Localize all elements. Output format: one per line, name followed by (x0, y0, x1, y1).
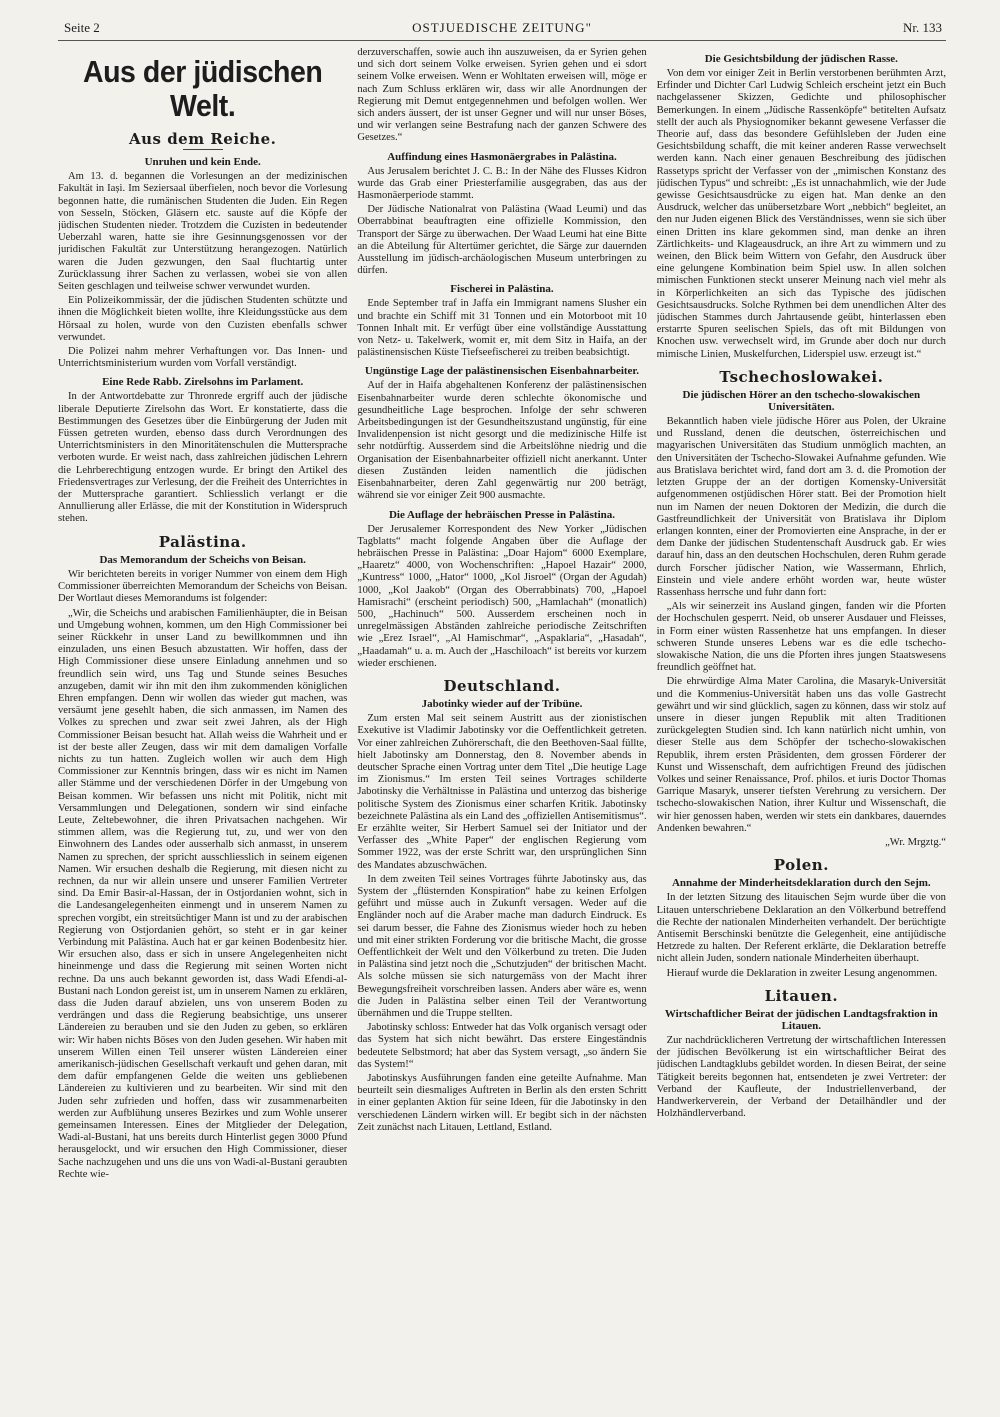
paragraph: „Als wir seinerzeit ins Ausland gingen, fanden wir die Pforten der Hochschulen gesperrt. Neid, ob unserer Ausdauer und Fleisses, in Form einer wüsten Rassenhetze hat uns empfangen. In dieser schweren Stunde unseres Lebens war es die edle tschecho-slowakische Nation, die uns die Pforten ihres jungen Staatswesens freundlich geöffnet hat. (656, 601, 946, 674)
paragraph: Aus Jerusalem berichtet J. C. B.: In der Nähe des Flusses Kidron wurde das Grab einer Priesterfamilie ausgegraben, das aus der Hasmonäerperiode stammt. (357, 165, 647, 202)
paragraph: Ende September traf in Jaffa ein Immigrant namens Slusher ein und brachte ein Schiff mit 31 Tonnen und ein Motorboot mit 10 Tonnen Inhalt mit. Er verfügt über eine vollständige Ausstattung von Netz- u. Takelwerk, womit er, mit dem Sitz in Haifa, an der palästinensischen Küste Tiefseefischerei zu treiben beabsichtigt. (357, 298, 647, 359)
article-heading: Eine Rede Rabb. Zirelsohns im Parlament. (102, 376, 304, 389)
source-signature: „Wr. Mrgztg.“ (885, 836, 946, 848)
article-heading: Das Memorandum der Scheichs von Beisan. (99, 553, 306, 566)
paragraph: Ein Polizeikommissär, der die jüdischen Studenten schützte und ihnen die Möglichkeit bieten wollte, ihre Kleidungsstücke aus dem Hörsaal zu holen, wurde von den Cuzisten ebenfalls schwer verwundet. (58, 295, 348, 343)
article-heading: Die Gesichtsbildung der jüdischen Rasse. (704, 53, 898, 65)
issue-number: Nr. 133 (903, 20, 942, 35)
paragraph: Die Polizei nahm mehrer Verhaftungen vor. Das Innen- und Unterrichtsministerium wurden vom Vorfall verständigt. (58, 346, 348, 370)
article-heading: Die jüdischen Hörer an den tschecho-slowakischen Universitäten. (682, 389, 921, 414)
page-number: Seite 2 (64, 20, 100, 35)
section-heading: Deutschland. (443, 676, 561, 695)
article-heading: Die Auflage der hebräischen Presse in Palästina. (388, 508, 615, 521)
paragraph: In der letzten Sitzung des litauischen Sejm wurde über die von Litauen unterschriebene Deklaration an den Völkerbund betreffend die Rechte der nationalen Minderheiten verhandelt. Der berüchtigte Antisemit Berschinski benützte die Gelegenheit, eine antijüdische Hetzrede zu halten. Der Referent erklärte, die Deklaration betreffe nicht allein Juden, sondern nationale Minderheiten überhaupt. (656, 892, 946, 965)
article-heading: Wirtschaftlicher Beirat der jüdischen Landtagsfraktion in Litauen. (664, 1008, 938, 1033)
paragraph: In der Antwortdebatte zur Thronrede ergriff auch der jüdische liberale Deputierte Zirelsohn das Wort. Er konstatierte, dass die Bestimmungen des Gesetzes über die Einbürgerung der Juden mit Füssen getreten wurden, ebenso dass durch Verordnungen des Unterrichtsministers in den Minoritätenschulen die Muttersprache verboten wurde. Er weist nach, dass zahlreichen jüdischen Lehrern die Lehrberechtigung entzogen wurde. Er bringt den Artikel des Friedensvertrages zur Verlesung, der die Freiheit des Unterrichtes in der Muttersprache garantiert. Schliesslich verlangt er die Annullierung aller Erlässe, die mit der Konstitution in Widerspruch stehen. (58, 391, 348, 525)
paragraph: derzuverschaffen, sowie auch ihn auszuweisen, da er Syrien gehen und sich dort seinem Volke erweisen. Syrien gehen und ei sdort seinem Volke erweisen. Wenn er Wohltaten erweisen will, möge er nach Zum Schluss erklären wir, dass wir alle Anordnungen der Regierung mit Demut entgegennehmen und befolgen wollen. Wer sich anders äussert, der ist unser Gegner und will nur unser Böses, und wir verlangen seine Bestrafung nach der ganzen Schwere des Gesetzes.“ (357, 47, 647, 144)
paragraph: Von dem vor einiger Zeit in Berlin verstorbenen berühmten Arzt, Erfinder und Dichter Carl Ludwig Schleich erscheint jetzt ein Buch nachgelassener Skizzen, Gedichte und philosophischer Bemerkungen. In einem „Jüdische Rassenköpfe“ betitelten Aufsatz stellt der auch als Physiognomiker bekannt gewesene Verfasser die Theorie auf, dass das besondere Gefühlsleben der Juden eine Gesichtsbildung schafft, die mit keiner anderen Rasse verwechselt werden kann. Nach einer genauen Beschreibung des jüdischen Rassetyps spricht der Verfasser von der „mimischen Konstanz des jüdischen Typus“ und schreibt: „Es ist unnachahmlich, wie der Jude gewisse Gesichtsausdrücke zu eigen hat. Man denke an den Ausdruck, welcher das unübersetzbare Wort „nebbich“ begleitet, an den nur Juden eigenen Blick des Verständnisses, wenn sie sich über einen Dritten ins klare gekommen sind, man denke an ihren Zärtlichkeits- und Klageausdruck, an ihre Art zu wimmern und zu weinen, den Blick beim Wittern von Gefahr, den Ausdruck über eine gelungene Kombination beim Spiel usw. In allen solchen mimischen Funktionen steckt unserer Meinung nach viel mehr als in Körperlichkeiten an sich das Typische des jüdischen Gesichtsausdrucks. Solche Rythmen bei dem unendlichen Alter des jüdischen Stammes durch Jahrtausende geübt, hinterlassen eben erstarrte Spuren seelischen Spiels, das oft mit Bildungen von Knochen usw. verwechselt wird, im Grunde aber doch nur durch mimische Linien, Muskelfurchen, Liderspiel usw. erzeugt ist.“ (656, 68, 946, 360)
section-heading: Tschechoslowakei. (719, 367, 884, 386)
paragraph: Zur nachdrücklicheren Vertretung der wirtschaftlichen Interessen der jüdischen Bevölkerung ist ein wirtschaftlicher Beirat des jüdischen Landtagklubs gebildet worden. In diesen Beirat, der seine Tätigkeit bereits begonnen hat, entsendeten je zwei Vertreter: der Verband der Kaufleute, der Industriellenverband, der Handwerkerverein, der Verband der Detailhändler und der Holzhändlerverband. (656, 1035, 946, 1120)
article-heading: Fischerei in Palästina. (450, 283, 554, 296)
article-heading: Jabotinky wieder auf der Tribüne. (421, 698, 583, 711)
column-2 (357, 47, 646, 1417)
paragraph: Bekanntlich haben viele jüdische Hörer aus Polen, der Ukraine und Russland, denen die deutschen, österreichischen und magyarischen Universitäten das Studium unmöglich machten, an den Universitäten der Tschecho-Slowakei Aufnahme gefunden. Wie aus Bratislava berichtet wird, fand dort am 3. d. die Promotion der letzten Gruppe der an der dortigen Komensky-Universität aufgenommenen ostjüdischen Hörer statt. Bei der Promotion hielt nun im Namen der neuen Doktoren der Medizin, die durch die Gastfreundlichkeit der Universität von Bratislava ihr Diplom erlangen konnten, einer der Promovierten eine Ansprache, in der er dem Danke der jüdischen Studentenschaft Ausdruck gab. Er wies darauf hin, dass an den deutschen Hochschulen, deren Ruhm gerade durch Forscher jüdischer Nation, wie Wassermann, Ehrlich, Einstein und viele andere erhöht worden war, heute wüster Rassenhass herrsche und fuhr dann fort: (656, 416, 946, 598)
column-1 (58, 47, 347, 1417)
divider (183, 149, 223, 150)
page-title: Aus der jüdischen Welt. (82, 54, 323, 123)
section-heading: Palästina. (158, 532, 247, 551)
article-heading: Annahme der Minderheitsdeklaration durch den Sejm. (671, 877, 931, 890)
newspaper-name: OSTJUEDISCHE ZEITUNG" (412, 20, 592, 35)
page-header (58, 18, 946, 41)
paragraph: Zum ersten Mal seit seinem Austritt aus der zionistischen Exekutive ist Vladimir Jabotinsky vor die Oeffentlichkeit getreten. Vor einer zahlreichen Zuhörerschaft, die den Beethoven-Saal füllte, hielt Jabotinsky am Donnerstag, den 8. November abends in deutscher Sprache einen Vortrag unter dem Titel „Die heutige Lage im Zionismus.“ Im ersten Teil seines Vortrages schilderte Jabotinsky die Verhältnisse in Palästina und unterzog das bisherige politische System des Zionismus einer scharfen Kritik. Jabotinsky bezeichnete Palästina als ein Land des „offiziellen Antisemitismus“. Er erzählte weiter, Sir Herbert Samuel sei der Initiator und der Verfasser des „White Paper“ der englischen Regierung vom Sommer 1922, was der erste Schritt war, den ursprünglichen Sinn des Mandates abzuschwächen. (357, 713, 647, 871)
article-heading: Unruhen und kein Ende. (144, 156, 261, 169)
paragraph: Der Jerusalemer Korrespondent des New Yorker „Jüdischen Tagblatts“ macht folgende Angaben über die Auflage der hebräischen Presse in Palästina: „Doar Hajom“ 6000 Exemplare, „Haaretz“ 4000, von Wochenschriften: „Hapoel Hazair“ 2000, „Kuntress“ 1000, „Hator“ 1000, „Kol Jisroel“ (Organ der Agudah) 1000, „Kol Jaakob“ (Organ des Oberrabbinats) 700, „Hapoel Hamisrachi“ (erscheint periodisch) 500, „Hamlachah“ (monatlich) 500, „Hachinuch“ 500. Ausserdem erscheinen noch in unregelmässigen Abständen zahlreiche periodische Zeitschriften wie „Erez Israel“, „Al Hamischmar“, „Aspaklaria“, „Hasadah“, „Haadamah“ u. a. m. Auch der „Haschiloach“ ist bereits vor kurzem wieder erschienen. (357, 523, 647, 669)
paragraph: Jabotinsky schloss: Entweder hat das Volk organisch versagt oder das System hat sich nicht bewährt. Das erstere Eingeständnis bedeutete Selbstmord; hat aber das System versagt, „so ändern Sie das System!“ (357, 1022, 647, 1070)
paragraph: Die ehrwürdige Alma Mater Carolina, die Masaryk-Universität und die Kommenius-Universität haben uns das volle Gastrecht gewährt und wir sind glücklich, sagen zu können, dass wir stolz auf unsere in dieser jungen Republik mit alten Traditionen zurückgelegten Studien sind. Ich kann natürlich nicht umhin, von dieser Stelle aus dem Schöpfer der tschecho-slowakischen Republik, ihrem ersten Präsidenten, dem grossen Förderer der Kunst und Wissenschaft, dem aufrichtigen Freund des jüdischen Volkes und seiner Renaissance, Prof. philos. et iuris Doctor Thomas Garrique Masaryk, unserer tiefsten Verehrung zu versichern. Der tschecho-slowakischen Nation, ihrer Kultur und Wissenschaft, die wir hier genossen haben, werden wir stets ein dankbares, dauerndes Andenken bewahren.“ (656, 676, 946, 834)
paragraph: Auf der in Haifa abgehaltenen Konferenz der palästinensischen Eisenbahnarbeiter wurde deren schlechte ökonomische und gesundheitliche Lage besprochen. Infolge der sehr schweren Arbeitsbedingungen ist der Gesundheitszustand ungünstig, für eine Invalidenpension ist nicht gesorgt und die medizinische Hilfe ist sehr notdürftig. Ausserdem sind die Arbeitslöhne niedrig und die Organisation der Eisenbahnarbeiter offiziell nicht anerkannt. Unter diesen Zuständen leiden namentlich die jüdischen Eisenbahnarbeiter, deren Zahl gegenwärtig nur 200 beträgt, während sie vor einiger Zeit 900 ausmachte. (357, 380, 647, 502)
section-heading: Litauen. (764, 986, 839, 1005)
article-heading: Auffindung eines Hasmonäergrabes in Palästina. (387, 150, 617, 163)
paragraph: Der Jüdische Nationalrat von Palästina (Waad Leumi) und das Oberrabbinat beauftragten eine offizielle Kommission, den Transport der Särge zu überwachen. Der Waad Leumi hat eine Bitte an die Abteilung für Altertümer gerichtet, die Särge zur dauernden Ausstellung im jüdisch-archäologischen Museum unterbringen zu dürfen. (357, 204, 647, 277)
paragraph: Hierauf wurde die Deklaration in zweiter Lesung angenommen. (666, 967, 938, 979)
paragraph: „Wir, die Scheichs und arabischen Familienhäupter, die in Beisan und Umgebung wohnen, kommen, um den High Commissioner bei seiner Rückkehr in unser Land zu bewillkommnen und ihn einzuladen, uns einen Besuch abzustatten. Wir hoffen, dass der High Commissioner diese unsere Einladung annehmen und so freundlich sein wird, uns Tag und Stunde seines Besuches anzugeben, damit wir ihn mit den ihm zukommenden königlichen Ehren empfangen. Denn wir wollen das wieder gut machen, was versäumt jene gesehlt haben, die sich anmassen, im Namen des Volkes zu sprechen und zwar seit zwei Jahren, als der High Commissioner Beisan besucht hat. Allah weiss die Wahrheit und er ist der beste aller Zeugen, dass wir mit dem damaligen Vorfalle nichts zu tun hatten. Zugleich wollen wir auch dem High Commissioner zur Kenntnis bringen, dass wir es nicht im Namen aller Stämme und der verschiedenen Dörfer in der Umgebung von Beisan kommen. Wir befassen uns nicht mit Politik, nicht mit Versammlungen und Delegationen, sondern wir sind einfache Leute, Zeltebewohner, die ihren Privatsachen nachgehen. Wir stimmen allem, was die Regierung tut, zu, und wer von den Einwohnern des Landes oder ausserhalb sich anmasst, in unserem Namen zu sprechen, der spricht ausschliesslich in seinem eigenen Namen. Wir ersuchen deshalb die Regierung, mit diesen nicht zu rechnen, da nur wir allein unsere und unserer Familien Vertreter sind. Da Emir Basir-al-Hassan, der in Ostjordanien wohnt, sich in die Landesangelegenheiten einmengt und in unserem Namen zu sprechen vorgibt, ein streitsüchtiger Mann ist und zu der arabischen Regierung von Ostjordanien gehört, so steht er in gar keiner Verbindung mit Palästina. Auch hat er gar keinen Bodenbesitz hier. Wir ersuchen also, dass er sich in unsere Angelegenheiten nicht hineinmenge und dass die Regierung mit seinen Worten nicht rechne. Da uns auch bekannt geworden ist, dass Wadi Efendi-al-Bustani nach London gereist ist, um in unserem Namen zu erklären, dass die Juden darauf abzielen, uns von unserem Boden zu verdrängen und dass die Regierung beabsichtige, uns unserer Ländereien zu berauben und sie den Juden zu geben, so erklären wir: Wir haben nichts Böses von den Juden gesehen. Wir haben mit unserem Willen einen Teil unserer wüsten Ländereien einer amerikanisch-jüdischen Gesellschaft verkauft und gehen daran, mit dem dafür empfangenen Gelde die weiten uns gebliebenen Ländereien zu kultivieren und zu bearbeiten. Wir sind mit den Juden sehr zufrieden und hoffen, dass wir zusammenarbeiten werden zur Aufblühung unseres Bezirkes und zum Wohle unserer gemeinsamen Interessen. Eines der Mitglieder der Delegation, Wadi-al-Bustani, hat uns bereits durch Hinterlist gegen 3000 Pfund herausgelockt, und wir ersuchen den High Commissioner, dieser Sache nachzugehen und uns die uns von Wadi-al-Bustani geraubten Rechte wie- (58, 607, 348, 1180)
column-3 (657, 47, 946, 1417)
article-heading: Ungünstige Lage der palästinensischen Eisenbahnarbeiter. (364, 365, 640, 378)
section-heading: Aus dem Reiche. (128, 130, 277, 148)
section-heading: Polen. (773, 856, 829, 875)
paragraph: In dem zweiten Teil seines Vortrages führte Jabotinsky aus, das System der „flüsternden Konspiration“ habe zu keinen Erfolgen geführt und müsse auch in Zukunft versagen. Weder auf die Engländer noch auf die Araber mache man dadurch Eindruck. Es sei darum besser, die Fahne des Zionismus wieder hoch zu heben und mit einer strikten Forderung vor die britische Macht, die grosse Oeffentlichkeit der Welt und den Völkerbund zu treten. Die Juden in Palästina sind jetzt noch die „Schutzjuden“ der britischen Macht. Als solche müssen sie sich naturgemäss von der Macht ihrer Bewegungsfreiheit vorschreiben lassen. Anders aber wäre es, wenn die Juden in Palästina selber einen Teil der Verantwortung übernähmen und die Truppe stellten. (357, 873, 647, 1020)
paragraph: Wir berichteten bereits in voriger Nummer von einem dem High Commissioner überreichten Memorandum der Scheichs von Beisan. Der Wortlaut dieses Memorandums ist folgender: (58, 568, 348, 605)
paragraph: Jabotinskys Ausführungen fanden eine geteilte Aufnahme. Man beurteilt sein diesmaliges Auftreten in Berlin als den ersten Schritt in einer geplanten Aktion für seine Ideen, für die Jabotinsky in den verschiedenen Ländern wirken will. Er begibt sich in der nächsten Zeit zunächst nach Litauen, Lettland, Estland. (357, 1073, 647, 1133)
paragraph: Am 13. d. begannen die Vorlesungen an der medizinischen Fakultät in Iași. Im Seziersaal überfielen, noch bevor die Vorlesung begonnen hatte, die rumänischen Studenten die Juden. Ein Regen von Sesseln, Stöcken, Gläsern etc. sauste auf die Köpfe der jüdischen Studenten nieder. Trotzdem die Cuzisten in bedeutender Ueberzahl waren, hatte sie ihre Gesinnungsgenossen vor der juridischen Fakultät zur Unterstützung herangezogen. Natürlich waren die Juden gezwungen, den Saal fluchtartig unter Zurücklassung ihrer Sachen zu verlassen, wobei sie von allen Seiten geschlagen und teilweise schwer verwundet wurden. (58, 171, 348, 293)
